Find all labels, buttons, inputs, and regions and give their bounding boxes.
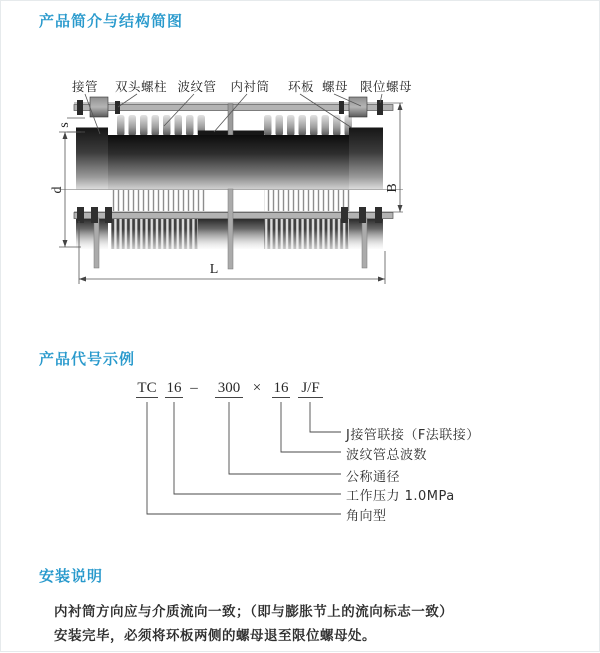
part-labels <box>72 79 412 94</box>
label-neichentong: 内衬筒 <box>230 79 270 94</box>
code-seg-dash: – <box>190 380 198 396</box>
fade-overlay <box>74 229 394 257</box>
install-section-title: 安装说明 <box>39 567 104 585</box>
label-shuangtou: 双头螺柱 <box>114 79 168 94</box>
fins-left <box>111 190 206 211</box>
code-section-title: 产品代号示例 <box>39 350 136 368</box>
expansion-joint-diagram <box>1 1 600 653</box>
annotation-pressure: 工作压力 1.0MPa <box>346 489 455 504</box>
end-block-right-upper <box>349 128 383 190</box>
label-luomu: 螺母 <box>321 79 349 94</box>
dim-d: d <box>50 186 65 194</box>
rod-right <box>362 218 367 268</box>
code-seg-times: × <box>252 380 262 396</box>
rod-left <box>94 218 99 268</box>
install-note-line2: 安装完毕，必须将环板两侧的螺母退至限位螺母处。 <box>54 628 376 644</box>
rod-center <box>228 189 233 269</box>
annotation-diameter: 公称通径 <box>346 470 401 485</box>
code-seg-pressure: 16 <box>166 380 182 396</box>
annotation-waves: 波纹管总波数 <box>346 448 428 463</box>
label-bowenguan: 波纹管 <box>177 79 217 94</box>
joint-structure <box>59 97 403 269</box>
end-block-left-upper <box>76 128 108 190</box>
label-jieguan: 接管 <box>71 79 99 94</box>
bellows-teeth-right <box>264 115 352 136</box>
code-seg-connection: J/F <box>298 380 323 398</box>
code-seg-waves: 16 <box>273 380 289 396</box>
label-huanban: 环板 <box>287 79 315 94</box>
annotation-connection: J接管联接（F法联接） <box>346 428 480 443</box>
fins-right <box>264 190 351 211</box>
intro-section-title: 产品简介与结构简图 <box>39 12 184 30</box>
shell-upper <box>108 135 353 190</box>
install-note-line1: 内衬筒方向应与介质流向一致；（即与膨胀节上的流向标志一致） <box>54 604 454 620</box>
annotation-type: 角向型 <box>346 509 387 524</box>
label-xianwei-luomu: 限位螺母 <box>359 79 413 94</box>
code-seg-type: TC <box>137 380 157 396</box>
center-rod-top <box>228 104 233 135</box>
dim-B: B <box>385 183 400 193</box>
dim-s: s <box>57 122 72 128</box>
code-tree-lines <box>147 402 341 514</box>
code-seg-diameter: 300 <box>215 380 243 398</box>
bellows-teeth-left <box>117 115 205 136</box>
dim-L: L <box>209 262 219 277</box>
